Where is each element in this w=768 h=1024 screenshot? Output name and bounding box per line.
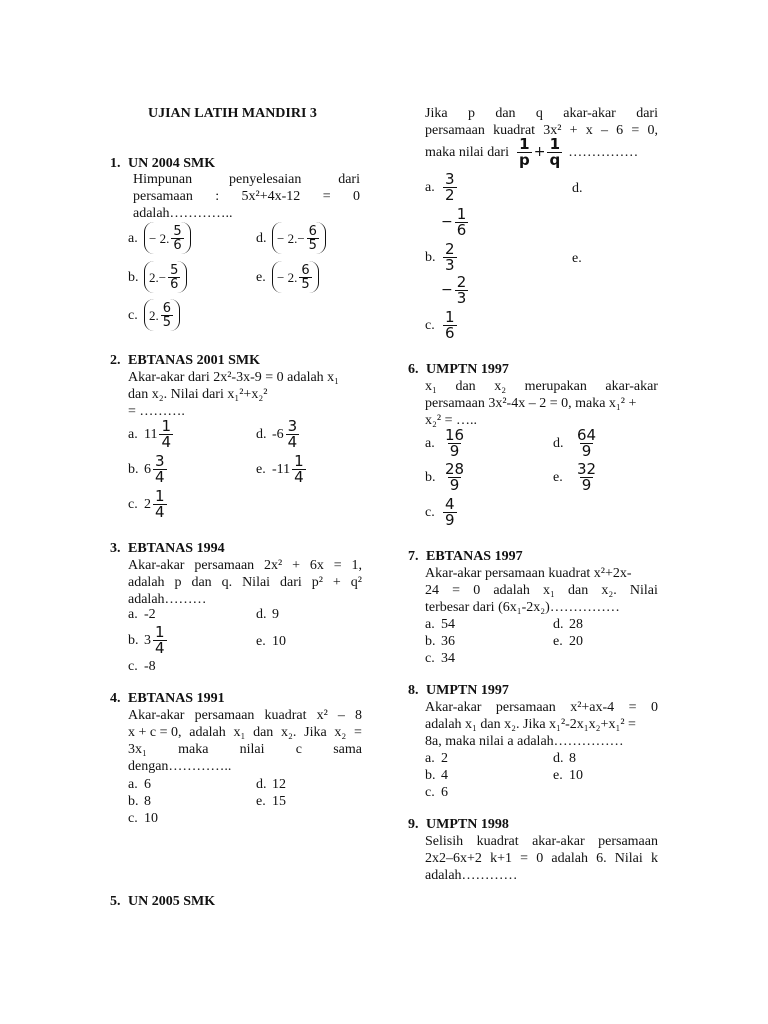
question-1-text: Himpunan penyelesaian dari persamaan : 5x²+4x-12 = 0 adalah………….. [133, 172, 360, 221]
q5-option-a[interactable]: a. $\frac{3}{2}$ [425, 170, 455, 204]
question-4-heading: 4. EBTANAS 1991 [110, 691, 225, 706]
question-9-heading: 9. UMPTN 1998 [408, 817, 509, 832]
q1-option-c[interactable]: c. 2. $\frac{6}{5}$ [128, 299, 180, 331]
question-3-heading: 3. EBTANAS 1994 [110, 541, 225, 556]
q3-option-b[interactable]: b. 3 $\frac{1}{4}$ [128, 623, 165, 657]
q3-option-a[interactable]: a. -2 [128, 607, 156, 622]
q2-option-a[interactable]: a. 11 $\frac{1}{4}$ [128, 417, 172, 451]
q7-option-d[interactable]: d. 28 [553, 617, 583, 632]
question-6-text: x₁ dan x₂ merupakan akar-akar persamaan 3x²-4x – 2 = 0, maka x₁² + x₂² = ….. [425, 379, 658, 428]
q5-option-d[interactable]: d. [572, 181, 583, 196]
q7-option-a[interactable]: a. 54 [425, 617, 455, 632]
q4-option-c[interactable]: c. 10 [128, 811, 158, 826]
q1-option-a[interactable]: a. − 2. $\frac{5}{6}$ [128, 222, 191, 254]
q8-option-b[interactable]: b. 4 [425, 768, 448, 783]
q4-option-a[interactable]: a. 6 [128, 777, 151, 792]
q1-option-d[interactable]: d. − 2.− $\frac{6}{5}$ [256, 222, 326, 254]
q2-option-e[interactable]: e. -11 $\frac{1}{4}$ [256, 452, 304, 486]
question-9-text: Selisih kuadrat akar-akar persamaan 2x2–6x+2 k+1 = 0 adalah 6. Nilai k adalah………… [425, 834, 658, 883]
question-2-heading: 2. EBTANAS 2001 SMK [110, 353, 260, 368]
q8-option-d[interactable]: d. 8 [553, 751, 576, 766]
q3-option-d[interactable]: d. 9 [256, 607, 279, 622]
q6-option-c[interactable]: c. $\frac{4}{9}$ [425, 495, 455, 529]
q5-option-e[interactable]: e. [572, 251, 582, 266]
q7-option-c[interactable]: c. 34 [425, 651, 455, 666]
q3-option-c[interactable]: c. -8 [128, 659, 156, 674]
q7-option-e[interactable]: e. 20 [553, 634, 583, 649]
question-5-heading: 5. UN 2005 SMK [110, 894, 216, 909]
q8-option-c[interactable]: c. 6 [425, 785, 448, 800]
q4-option-d[interactable]: d. 12 [256, 777, 286, 792]
q1-option-b[interactable]: b. 2.− $\frac{5}{6}$ [128, 261, 187, 293]
q7-option-b[interactable]: b. 36 [425, 634, 455, 649]
q6-option-d[interactable]: d. $\frac{64}{9}$ [553, 426, 597, 460]
question-4-text: Akar-akar persamaan kuadrat x² – 8 x + c = 0, adalah x₁ dan x₂. Jika x₂ = 3x₁ maka nilai c sama dengan………….. [128, 708, 362, 774]
q5-option-c[interactable]: c. $\frac{1}{6}$ [425, 308, 455, 342]
q1-option-e[interactable]: e. − 2. $\frac{6}{5}$ [256, 261, 319, 293]
q6-option-b[interactable]: b. $\frac{28}{9}$ [425, 460, 465, 494]
q8-option-e[interactable]: e. 10 [553, 768, 583, 783]
q3-option-e[interactable]: e. 10 [256, 634, 286, 649]
q6-option-a[interactable]: a. $\frac{16}{9}$ [425, 426, 465, 460]
question-5-expression: maka nilai dari $\frac{1}{p}$ + $\frac{1}{q}$ …………… [425, 135, 639, 169]
q2-option-b[interactable]: b. 6 $\frac{3}{4}$ [128, 452, 165, 486]
question-3-text: Akar-akar persamaan 2x² + 6x = 1, adalah p dan q. Nilai dari p² + q² adalah……… [128, 558, 362, 607]
question-6-heading: 6. UMPTN 1997 [408, 362, 509, 377]
page-title: UJIAN LATIH MANDIRI 3 [148, 106, 317, 121]
q4-option-b[interactable]: b. 8 [128, 794, 151, 809]
question-1-heading: 1. UN 2004 SMK [110, 156, 216, 171]
q2-option-d[interactable]: d. -6 $\frac{3}{4}$ [256, 417, 298, 451]
question-7-text: Akar-akar persamaan kuadrat x²+2x- 24 = 0 adalah x₁ dan x₂. Nilai terbesar dari (6x₁-2x₂)…………… [425, 566, 658, 615]
q5-option-d-value: − $\frac{1}{6}$ [441, 205, 467, 239]
question-2-text: Akar-akar dari 2x²-3x-9 = 0 adalah x₁ dan x₂. Nilai dari x₁²+x₂² = ………. [128, 370, 340, 419]
question-8-heading: 8. UMPTN 1997 [408, 683, 509, 698]
question-8-text: Akar-akar persamaan x²+ax-4 = 0 adalah x₁ dan x₂. Jika x₁²-2x₁x₂+x₁² = 8a, maka nilai a adalah…………… [425, 700, 658, 749]
q2-option-c[interactable]: c. 2 $\frac{1}{4}$ [128, 487, 165, 521]
question-7-heading: 7. EBTANAS 1997 [408, 549, 523, 564]
q8-option-a[interactable]: a. 2 [425, 751, 448, 766]
question-5-text: Jika p dan q akar-akar dari persamaan kuadrat 3x² + x – 6 = 0, [425, 106, 658, 138]
q5-option-b[interactable]: b. $\frac{2}{3}$ [425, 240, 455, 274]
q5-option-e-value: − $\frac{2}{3}$ [441, 273, 467, 307]
q4-option-e[interactable]: e. 15 [256, 794, 286, 809]
q6-option-e[interactable]: e. $\frac{32}{9}$ [553, 460, 597, 494]
